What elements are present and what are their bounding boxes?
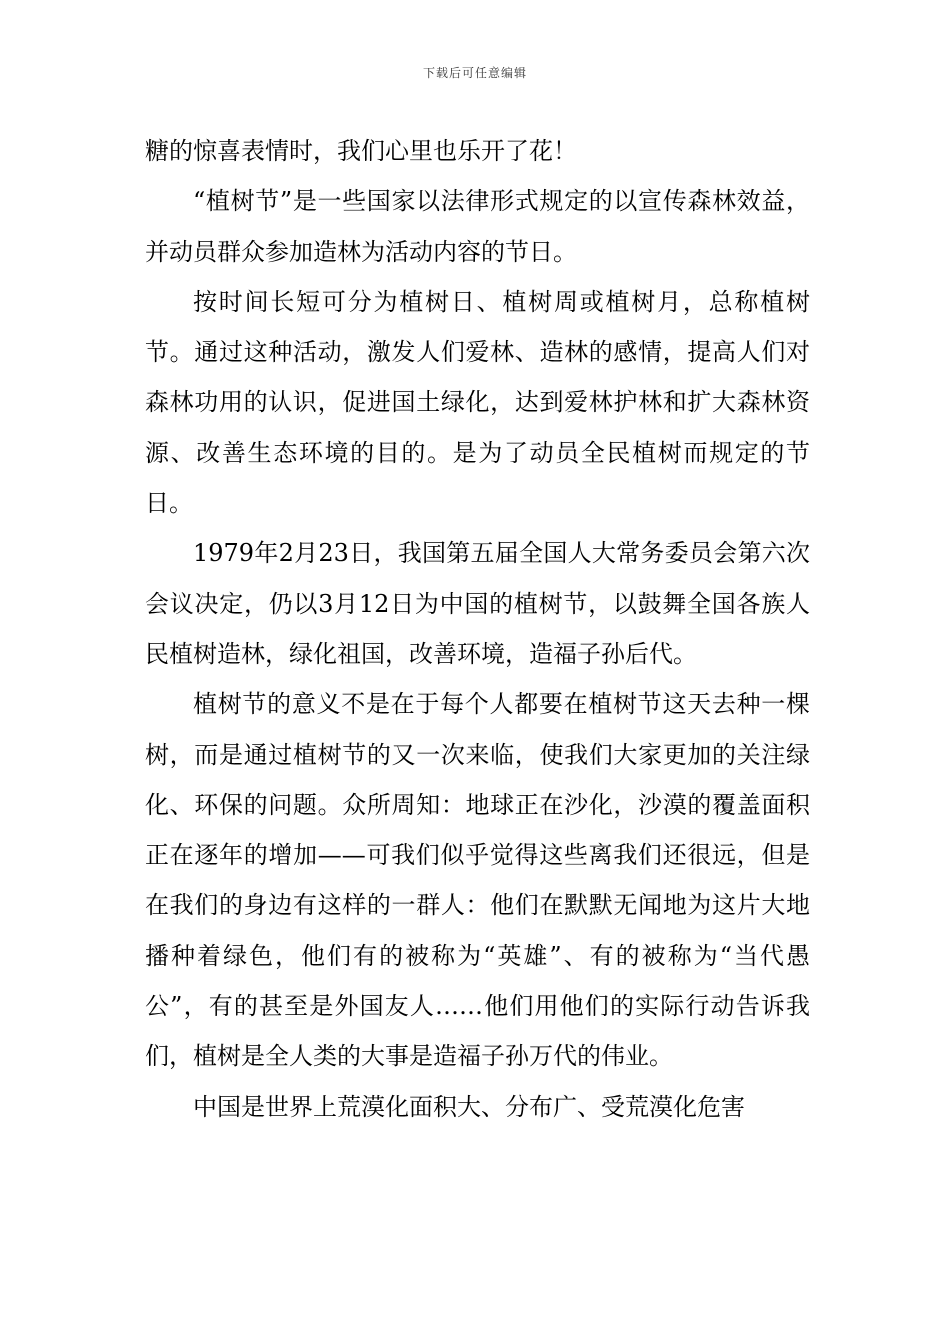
- paragraph-3: 按时间长短可分为植树日、植树周或植树月，总称植树节。通过这种活动，激发人们爱林、造林的感情，提高人们对森林功用的认识，促进国土绿化，达到爱林护林和扩大森林资源、改善生态环境的目的。是为了动员全民植树而规定的节日。: [145, 287, 810, 518]
- paragraph-1: 糖的惊喜表情时，我们心里也乐开了花！: [145, 137, 577, 165]
- page-header: 下载后可任意编辑: [422, 66, 527, 80]
- paragraph-5: 植树节的意义不是在于每个人都要在植树节这天去种一棵树，而是通过植树节的又一次来临，使我们大家更加的关注绿化、环保的问题。众所周知：地球正在沙化，沙漠的覆盖面积正在逐年的增加——可我们似乎觉得这些离我们还很远，但是在我们的身边有这样的一群人：他们在默默无闻地为这片大地播种着绿色，他们有的被称为“英雄”、有的被称为“当代愚公”，有的甚至是外国友人……他们用他们的实际行动告诉我们，植树是全人类的大事是造福子孙万代的伟业。: [145, 690, 810, 1071]
- paragraph-6: 中国是世界上荒漠化面积大、分布广、受荒漠化危害: [193, 1092, 745, 1121]
- paragraph-2: “植树节”是一些国家以法律形式规定的以宣传森林效益，并动员群众参加造林为活动内容的节日。: [145, 187, 810, 266]
- document-body: [145, 126, 810, 1132]
- paragraph-4: 1979年2月23日，我国第五届全国人大常务委员会第六次会议决定，仍以3月12日为中国的植树节，以鼓舞全国各族人民植树造林，绿化祖国，改善环境，造福子孙后代。: [145, 539, 810, 668]
